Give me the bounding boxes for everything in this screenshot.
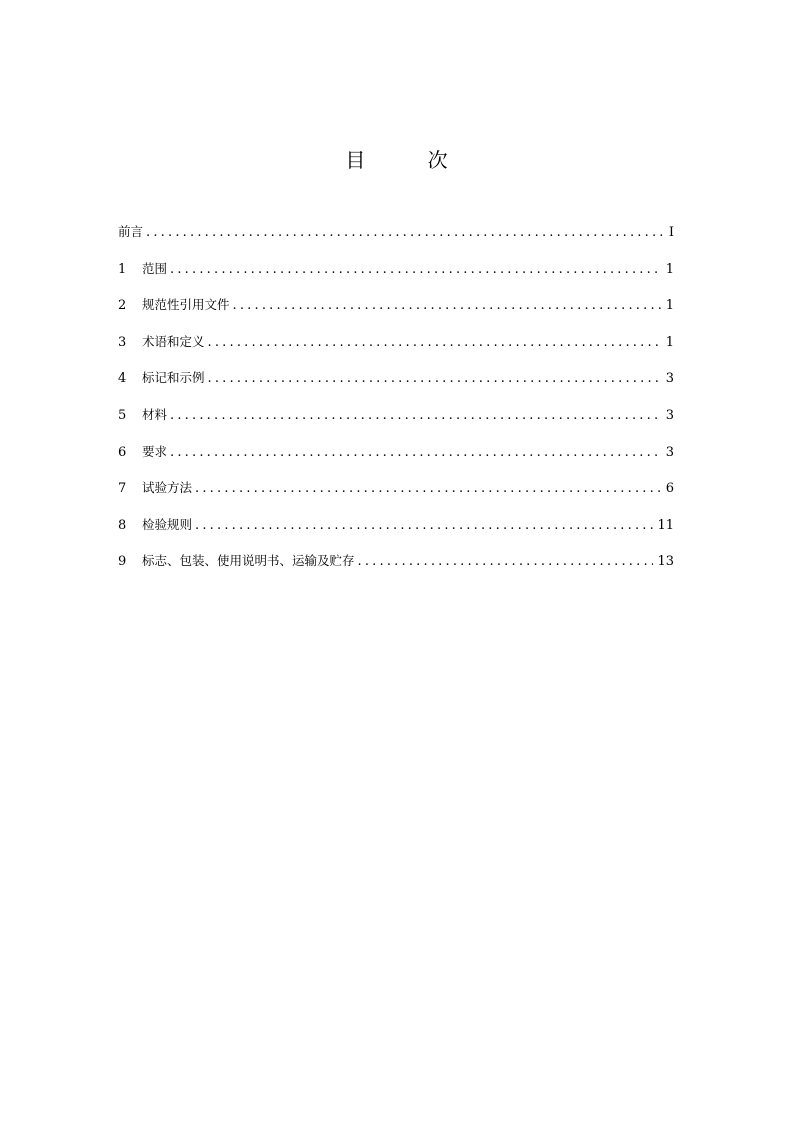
dot-leader	[208, 369, 662, 389]
toc-entry-number: 4	[118, 371, 127, 387]
dot-leader	[358, 552, 654, 572]
toc-entry-label: 前言	[118, 224, 144, 239]
dot-leader	[170, 260, 662, 280]
toc-entry-number: 5	[118, 407, 127, 423]
toc-entry-scope[interactable]	[118, 259, 674, 296]
toc-entry-inspection-rules[interactable]	[118, 515, 674, 552]
toc-entry-marking-examples[interactable]	[118, 368, 674, 405]
dot-leader	[170, 406, 662, 426]
toc-entry-page: I	[668, 225, 674, 240]
toc-entry-label: 要求	[142, 443, 168, 459]
toc-entry-materials[interactable]	[118, 405, 674, 442]
toc-entry-number: 3	[118, 334, 127, 350]
toc-entry-number: 1	[118, 261, 127, 277]
toc-entry-number: 6	[118, 444, 127, 460]
toc-entry-page: 1	[665, 334, 674, 350]
dot-leader	[195, 516, 653, 536]
toc-entry-label: 术语和定义	[142, 333, 205, 349]
toc-entry-label: 规范性引用文件	[142, 297, 230, 313]
toc-entry-page: 6	[665, 481, 674, 497]
dot-leader	[195, 479, 662, 499]
toc-entry-page: 1	[665, 261, 674, 277]
toc-entry-requirements[interactable]	[118, 442, 674, 479]
toc-entry-number: 8	[118, 517, 127, 533]
toc-entry-page: 3	[665, 407, 674, 423]
toc-entry-page: 13	[657, 554, 674, 570]
dot-leader	[208, 333, 662, 353]
toc-entry-number: 9	[118, 554, 127, 570]
dot-leader	[170, 443, 662, 463]
table-of-contents	[118, 222, 674, 588]
toc-entry-number: 7	[118, 481, 127, 497]
toc-entry-terms-definitions[interactable]	[118, 332, 674, 369]
toc-entry-label: 材料	[142, 406, 168, 422]
dot-leader	[233, 296, 662, 316]
toc-entry-preface[interactable]	[118, 222, 674, 259]
toc-entry-test-methods[interactable]	[118, 478, 674, 515]
toc-entry-page: 3	[665, 371, 674, 387]
toc-entry-label: 检验规则	[142, 516, 193, 532]
toc-entry-marking-packaging-storage[interactable]	[118, 551, 674, 588]
toc-entry-page: 1	[665, 298, 674, 314]
page-title: 目 次	[345, 148, 476, 172]
toc-entry-normative-references[interactable]	[118, 295, 674, 332]
toc-entry-label: 试验方法	[142, 480, 193, 496]
dot-leader	[146, 223, 665, 243]
toc-entry-number: 2	[118, 298, 127, 314]
toc-entry-label: 标记和示例	[142, 370, 205, 386]
toc-entry-page: 3	[665, 444, 674, 460]
toc-entry-label: 范围	[142, 260, 168, 276]
toc-entry-page: 11	[657, 517, 674, 533]
toc-entry-label: 标志、包装、使用说明书、运输及贮存	[142, 553, 355, 569]
